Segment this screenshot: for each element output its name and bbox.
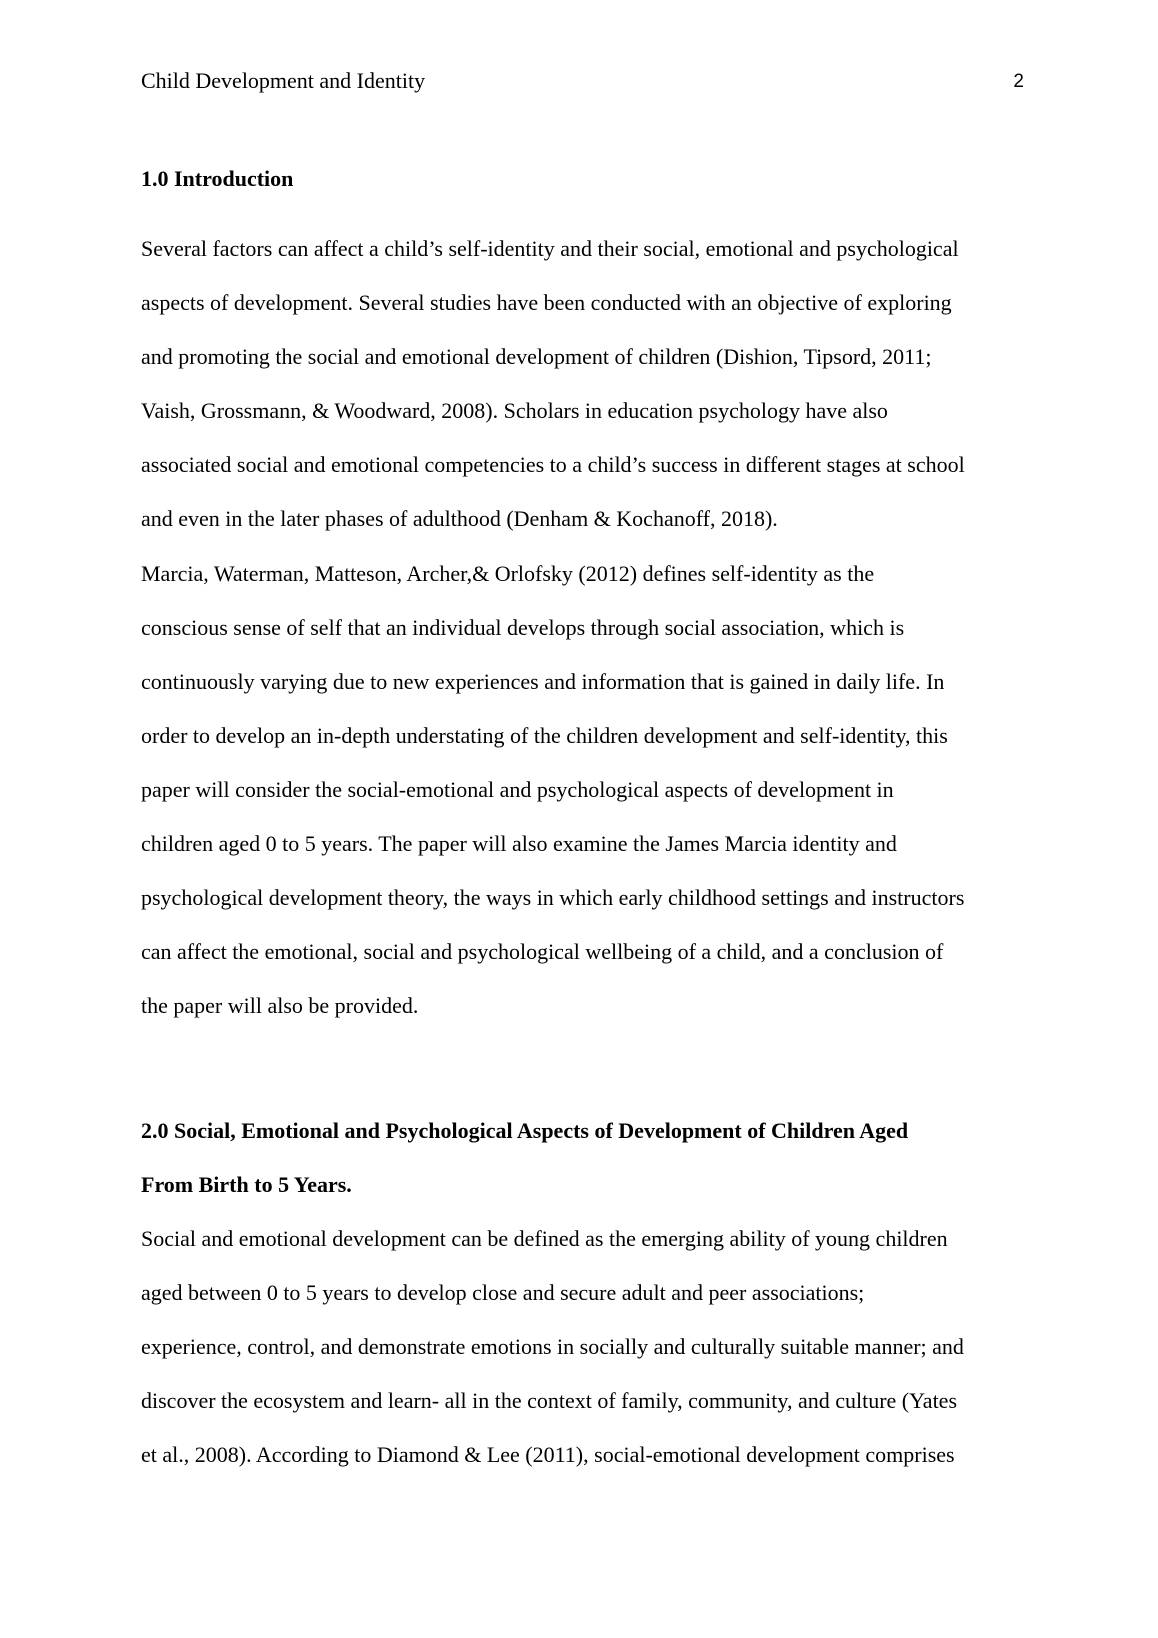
text-line: Several factors can affect a child’s self-identity and their social, emotional and psychological <box>141 236 959 261</box>
text-line: children aged 0 to 5 years. The paper will also examine the James Marcia identity and <box>141 831 897 856</box>
text-line: the paper will also be provided. <box>141 993 419 1018</box>
text-line: discover the ecosystem and learn- all in the context of family, community, and culture (Yates <box>141 1388 958 1413</box>
section-heading-introduction: 1.0 Introduction <box>141 166 294 191</box>
page-number: 2 <box>1013 71 1024 92</box>
text-line: order to develop an in-depth understating of the children development and self-identity, this <box>141 723 948 748</box>
running-head: Child Development and Identity <box>141 68 426 93</box>
text-line: and promoting the social and emotional development of children (Dishion, Tipsord, 2011; <box>141 344 932 369</box>
development-paragraph-1 <box>141 1212 1031 1482</box>
text-line: psychological development theory, the ways in which early childhood settings and instructors <box>141 885 965 910</box>
text-line: and even in the later phases of adulthood (Denham & Kochanoff, 2018). <box>141 506 778 531</box>
heading-line: From Birth to 5 Years. <box>141 1172 352 1197</box>
text-line: can affect the emotional, social and psychological wellbeing of a child, and a conclusion of <box>141 939 944 964</box>
text-line: Marcia, Waterman, Matteson, Archer,& Orlofsky (2012) defines self-identity as the <box>141 561 875 586</box>
text-line: experience, control, and demonstrate emotions in socially and culturally suitable manner; and <box>141 1334 964 1359</box>
text-line: Vaish, Grossmann, & Woodward, 2008). Scholars in education psychology have also <box>141 398 888 423</box>
intro-paragraph-1 <box>141 222 1031 546</box>
text-line: et al., 2008). According to Diamond & Lee (2011), social-emotional development comprises <box>141 1442 955 1467</box>
text-line: Social and emotional development can be defined as the emerging ability of young children <box>141 1226 948 1251</box>
intro-paragraph-2 <box>141 547 1031 1033</box>
heading-line: 2.0 Social, Emotional and Psychological Aspects of Development of Children Aged <box>141 1118 909 1143</box>
text-line: conscious sense of self that an individual develops through social association, which is <box>141 615 905 640</box>
text-line: paper will consider the social-emotional and psychological aspects of development in <box>141 777 894 802</box>
text-line: associated social and emotional competencies to a child’s success in different stages at school <box>141 452 965 477</box>
text-line: aged between 0 to 5 years to develop close and secure adult and peer associations; <box>141 1280 865 1305</box>
section-heading-development <box>141 1104 1041 1212</box>
text-line: continuously varying due to new experiences and information that is gained in daily life. In <box>141 669 945 694</box>
text-line: aspects of development. Several studies have been conducted with an objective of exploring <box>141 290 952 315</box>
